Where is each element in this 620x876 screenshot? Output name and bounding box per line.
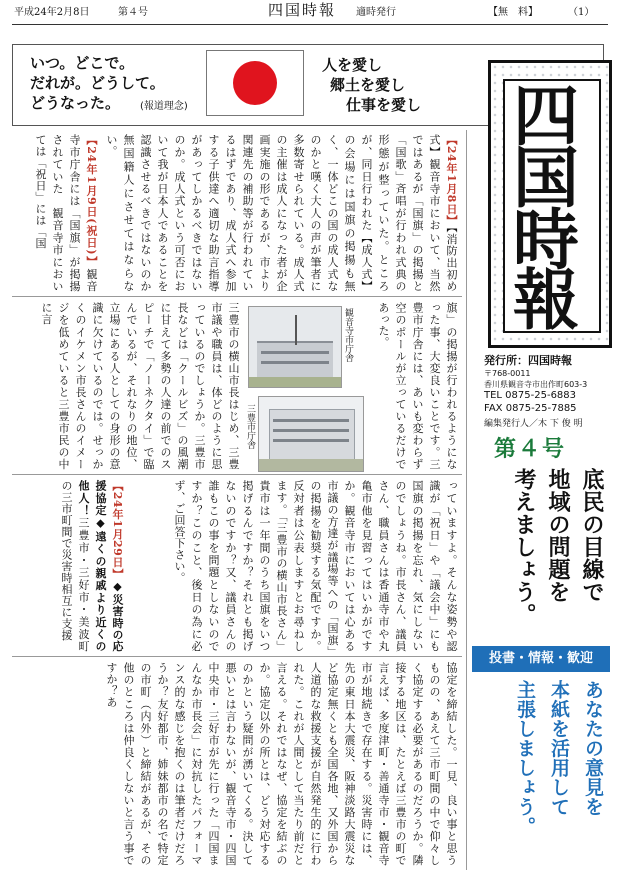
motto-line3: どうなった。	[30, 94, 121, 112]
publisher-tel: TEL 0875-25-6883	[484, 390, 577, 401]
publication-frequency: 適時発行	[356, 7, 396, 18]
section-rule-3	[12, 656, 462, 657]
article-1	[104, 134, 460, 304]
issue-big: 第４号	[494, 437, 567, 462]
slogan-line1: 人を愛し	[322, 56, 383, 74]
headline-col3: 考えましょう。	[511, 468, 536, 626]
article-6-sub1: 遠くの親戚より	[94, 530, 107, 617]
article-6	[16, 480, 126, 652]
photo-kanonji-caption: 観音寺市庁舎	[343, 308, 353, 362]
price-label: 【無 料】	[488, 7, 538, 18]
japanese-flag-icon	[206, 50, 304, 116]
article-6-sub2: 近くの他人！	[77, 480, 107, 653]
issue-date: 平成24年2月8日	[14, 7, 90, 18]
motto-note: (報道理念)	[140, 101, 188, 112]
article-5	[130, 480, 460, 652]
article-1-date: 【24年1月8日】	[445, 134, 458, 227]
contribution-col2: 本紙を活用して	[548, 680, 570, 817]
slogan-line3: 仕事を愛し	[346, 96, 422, 114]
article-6-text: 三豊市・三好市・美波町の三市町間で災害時相互に支援	[60, 480, 90, 653]
section-rule-2	[12, 474, 462, 475]
slogan-line2: 郷土を愛し	[330, 76, 406, 94]
photo-kanonji-city-hall	[248, 306, 342, 388]
masthead-char-2: 国	[513, 140, 579, 217]
article-7	[16, 662, 460, 866]
publisher-zip: 〒768-0011	[484, 369, 531, 378]
article-1-text: 【消防出初め式】観音寺市において、当然ではあるが「国旗」の掲揚と「国歌」斉唱が行われ式典の形態が整っていた。ところが、同日行われた【成人式】の会場には国旗の掲揚も無く、一体どこの国の成人式なのかと嘆く大人の声が筆者に多数寄せられている。成人式の主催は成人になった者が企画実施の形であるが、市より関連先の補助等が行われているはずであり、成人式へ参加する子供達へ適切な助言指導があってしかるべきではないのか。成人式という可否において我が日本人であることを認識させるべきではないのか 無国籍人にさせてはならない。	[105, 134, 458, 304]
article-7-text: 協定を締結した。一見、良い事と思うものの、あえて三市町間の中で仰々しく協定する必要があるのだろうか。隣接する地区は、たとえば三豊市の町で言えば、多度津町・善通寺市・観音寺市が地続きで存在する。災害時には、先の東日本大震災、阪神淡路大震災など協定無くとも全国各地、又外国から人道的な救援支援が自然発生的に行われた。これが人間として当たり前だと言える。それではなぜ、協定を結ぶのか。協定以外の所とは、どう対応するのかという疑問が湧いてくる。決して悪いとは言わないが、観音寺市・四国中央市・三好市が先に行った「四国まんなか市長会」に対抗したパフォーマンス的な感じを抱くのは筆者だけだろうか？友好都市、姉妹都市の名で特定の市町（内外）と締結があるが、その他のところは仲良くしないと言う事ですか？あ	[105, 662, 458, 866]
article-2-date: 【24年1月9日(祝日)】	[85, 134, 98, 269]
article-3	[364, 302, 460, 470]
publisher-editor: 編集発行人／木 下 俊 明	[484, 419, 583, 429]
column-divider	[466, 130, 467, 870]
contribution-banner: 投書・情報・歓迎	[472, 646, 610, 672]
article-5-text: っていますよ。そんな姿勢や認識が「祝日」や「議会中」にも国旗の掲揚を忘れ、気にしないのでしょうね。市長さん、議員さん、職員さんは香通寺市や丸亀市他を見習ってはいかがですか。観音寺市においては心ある市議の方達が議場等への「国旗」の掲揚を勧奨する気配ですか。反対者は公表しますとお尋ねします。「三豊市の横山市長さん」貴市は一年間のうち国旗をいつ掲げるんですか？それとも掲げないのですか？又、議員さんの誰もこの事を問題としないのですか？このこと、後日の為に必ず、ご回答下さい。	[173, 480, 458, 652]
contribution-col1: あなたの意見を	[582, 680, 604, 817]
article-2-text: 観音寺市庁舎には「国旗」が掲揚されていた 観音寺市においては「祝日」には「国	[34, 134, 98, 293]
photo-mitoyo-city-hall	[258, 396, 364, 472]
masthead-char-4: 報	[513, 262, 579, 339]
photo-mitoyo-caption: 三豊市庁舎	[245, 404, 255, 449]
article-2	[16, 134, 100, 292]
article-4	[16, 302, 242, 470]
header-masthead: 四国時報	[268, 1, 337, 19]
masthead-panel	[488, 60, 612, 348]
headline-col1: 底民の目線で	[579, 468, 604, 603]
publisher-fax: FAX 0875-25-7885	[484, 403, 577, 414]
publisher-address: 香川県観音寺市出作町603-3	[484, 380, 588, 389]
article-4-text: 三豊市の横山市長はじめ、三豊市議や職員は、体どのように思っているのでしょうか。三豊市長などは「クールビズ」の風潮に甘えて多勢の人達の前でのスピーチで「ノーネクタイ」で臨んでいるが、それなりの地位、立場にある人としての身形の意識に欠けているのでは。せっかくのイケメン市長さんのイメージを低めていると三豊市民の中に言	[40, 302, 240, 470]
publisher-label: 発行所：四国時報	[484, 354, 572, 367]
motto-line2: だれが。どうして。	[30, 74, 165, 92]
issue-number: 第４号	[118, 7, 148, 18]
masthead-char-1: 四	[513, 78, 579, 155]
article-6-date: 【24年1月29日】	[111, 480, 124, 580]
motto-line1: いつ。どこで。	[30, 54, 135, 72]
headline-col2: 地域の問題を	[545, 468, 570, 603]
article-3-text: 旗」の掲揚が行われるようになった事、大変良いことです。三豊市庁舎には、あいも変わらず空のポールが立っているだけであった。	[377, 302, 458, 470]
section-rule-1	[12, 296, 462, 297]
contribution-col3: 主張しましょう。	[514, 680, 536, 836]
article-6-title: ◆災害時の応援協定◆	[94, 480, 124, 652]
header-rule	[12, 24, 608, 25]
masthead-char-3: 時	[513, 202, 579, 279]
page-number: （1）	[568, 7, 595, 18]
